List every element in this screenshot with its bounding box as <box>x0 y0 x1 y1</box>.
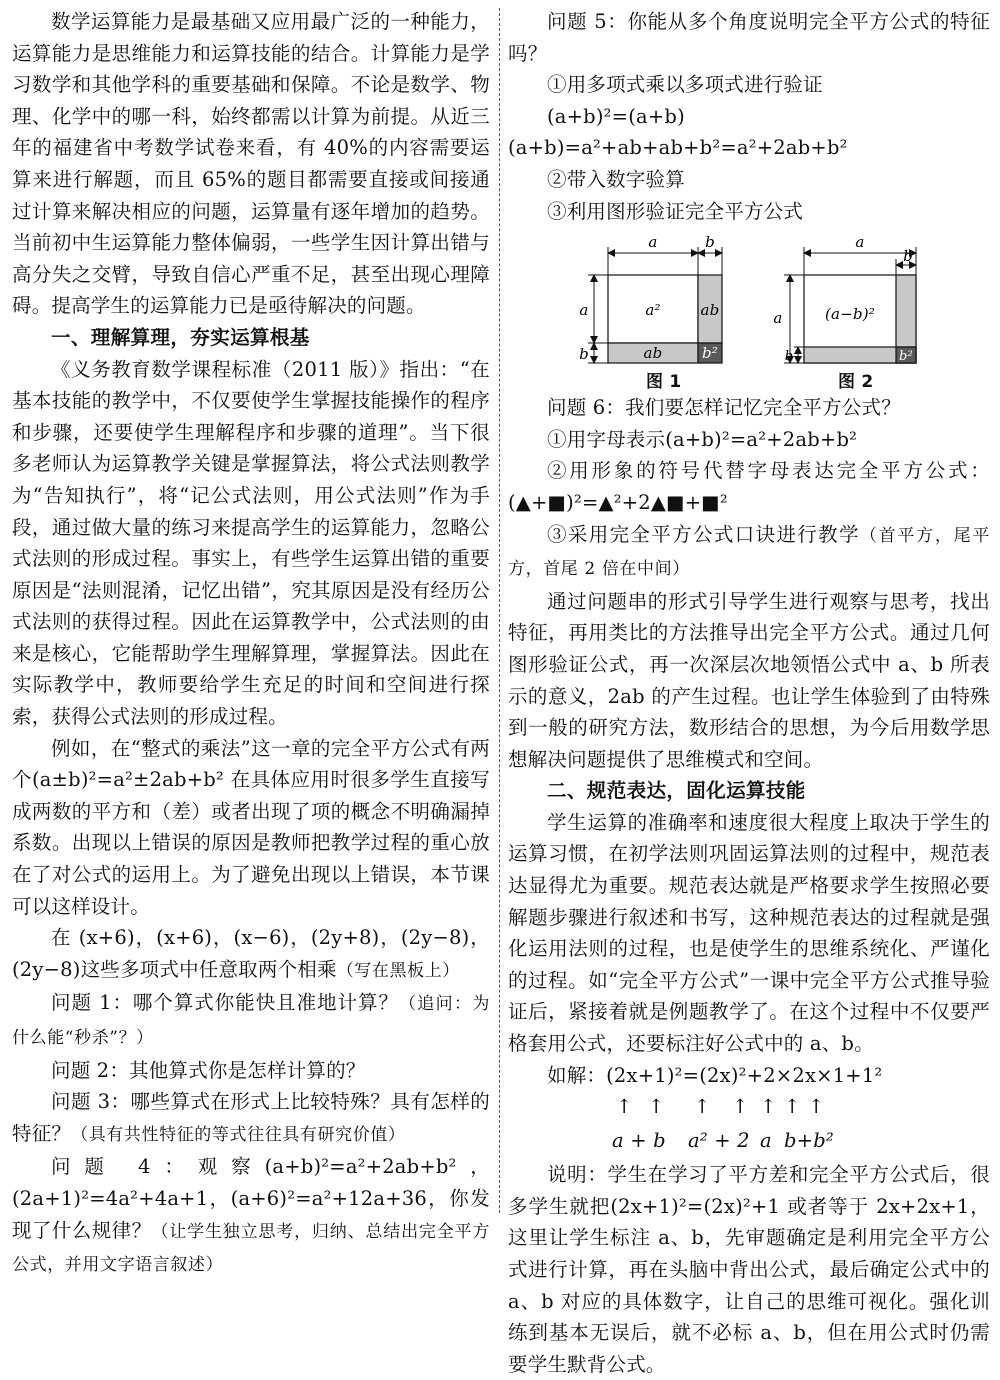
question-5-formula: (a+b)²=(a+b)(a+b)=a²+ab+ab+b²=a²+2ab+b² <box>508 104 848 160</box>
left-column <box>12 6 490 1282</box>
question-1 <box>12 987 490 1054</box>
arrow-4: ↑ <box>732 1095 749 1119</box>
column-divider <box>499 8 500 1213</box>
fig2-label-a-left: a <box>773 309 783 328</box>
label-a: a <box>760 1129 772 1153</box>
question-6: 问题 6：我们要怎样记忆完全平方公式？ <box>547 396 901 420</box>
task-paragraph <box>12 922 490 987</box>
arrow-2: ↑ <box>648 1095 665 1119</box>
question-6-item-1: ①用字母表示(a+b)²=a²+2ab+b² <box>547 427 858 451</box>
label-a2-plus-2: a² + 2 <box>688 1129 750 1153</box>
question-4-note: （让学生独立思考，归纳、总结出完全平方公式，并用文字语言叙述） <box>12 1221 490 1276</box>
task-text: 在 (x+6)，(x+6)，(x−6)，(2y+8)，(2y−8)，(2y−8)这些多项式中任意取两个相乘 <box>12 926 490 981</box>
example-paragraph: 例如，在“整式的乘法”这一章的完全平方公式有两个(a±b)²=a²±2ab+b² 在具体应用时很多学生直接写成两数的平方和（差）或者出现了项的概念不明确漏掉系数。出现以上错误的原因是教师把教学过程的重心放在了对公式的运用上。为了避免出现以上错误，本节课可以这样设计。 <box>12 736 490 918</box>
fig2-label-amb2: (a−b)² <box>824 305 876 324</box>
fig1-label-ab-right: ab <box>700 301 720 320</box>
arrow-5: ↑ <box>760 1095 777 1119</box>
right-column <box>508 6 990 1380</box>
arrow-3: ↑ <box>694 1095 711 1119</box>
question-6-item-3-text: ③采用完全平方公式口诀进行教学 <box>547 522 860 546</box>
question-1-text: 问题 1：哪个算式你能快且准地计算？ <box>51 991 399 1015</box>
summary-paragraph: 通过问题串的形式引导学生进行观察与思考，找出特征，再用类比的方法推导出完全平方公式。通过几何图形验证公式，再一次深层次地领悟公式中 a、b 所表示的意义，2ab 的产生过程。也让学生体验到了由特殊到一般的研究方法，数形结合的思想，为今后用数学思想解决问题提供了思维模式和空间。 <box>508 589 990 771</box>
fig2-label-b2: b² <box>899 349 913 365</box>
worked-example: 如解：(2x+1)²=(2x)²+2×2x×1+1² <box>547 1063 883 1087</box>
fig2-label-b-top: b <box>903 247 913 266</box>
question-5-item-1: ①用多项式乘以多项式进行验证 <box>547 73 823 97</box>
example-arrows <box>508 1091 990 1125</box>
question-3-note: （具有共性特征的等式往往具有研究价值） <box>71 1124 406 1145</box>
example-labels <box>508 1125 990 1159</box>
arrow-6: ↑ <box>784 1095 801 1119</box>
figure-1-diagram <box>579 233 722 363</box>
expression-paragraph: 学生运算的准确率和速度很大程度上取决于学生的运算习惯，在初学法则巩固运算法则的过程中，规范表达显得尤为重要。规范表达就是严格要求学生按照必要解题步骤进行叙述和书写，这种规范表达的过程就是强化运用法则的过程，也是使学生的思维系统化、严谨化的过程。如“完全平方公式”一课中完全平方公式推导验证后，紧接着就是例题教学了。在这个过程中不仅要严格套用公式，还要标注好公式中的 a、b。 <box>508 810 990 1056</box>
question-3 <box>12 1086 490 1151</box>
fig1-label-b-left: b <box>579 345 589 364</box>
label-a-plus-b: a + b <box>612 1129 666 1153</box>
question-5: 问题 5：你能从多个角度说明完全平方公式的特征吗？ <box>508 10 990 65</box>
question-5-item-2: ②带入数字验算 <box>547 167 685 191</box>
square-figures <box>508 231 990 371</box>
fig1-label-a2: a² <box>645 301 661 320</box>
fig2-label-a-top: a <box>855 233 865 252</box>
arrow-7: ↑ <box>808 1095 825 1119</box>
question-2: 问题 2：其他算式你是怎样计算的？ <box>51 1058 366 1082</box>
question-6-item-3-note: （首平方，尾平方，首尾 2 倍在中间） <box>508 525 990 580</box>
fig1-label-a-left: a <box>579 301 589 320</box>
arrow-1: ↑ <box>616 1095 633 1119</box>
question-6-item-3 <box>508 519 990 586</box>
fig2-label-b-left: b <box>784 349 794 365</box>
figure-2-diagram <box>773 233 916 364</box>
question-4 <box>12 1151 490 1281</box>
explanation-paragraph: 说明：学生在学习了平方差和完全平方公式后，很多学生就把(2x+1)²=(2x)²+1 或者等于 2x+2x+1，这里让学生标注 a、b，先审题确定是利用完全平方公式进行计算，再在头脑中背出公式，最后确定公式中的 a、b 对应的具体数字，让自己的思维可视化。强化训练到基本无误后，就不必标 a、b，但在用公式时仍需要学生默背公式。 <box>508 1163 990 1376</box>
question-5-item-3: ③利用图形验证完全平方公式 <box>547 199 804 223</box>
fig1-label-a-top: a <box>648 233 658 252</box>
figure-2-caption: 图 2 <box>838 372 874 393</box>
section-heading-2: 二、规范表达，固化运算技能 <box>547 779 806 803</box>
standard-paragraph: 《义务教育数学课程标准（2011 版）》指出：“在基本技能的教学中，不仅要使学生掌握技能操作的程序和步骤，还要使学生理解程序和步骤的道理”。当下很多老师认为运算教学关键是掌握算法，将公式法则教学为“告知执行”，将“记公式法则，用公式法则”作为手段，通过做大量的练习来提高学生的运算能力，忽略公式法则的形成过程。事实上，有些学生运算出错的重要原因是“法则混淆，记忆出错”，究其原因是没有经历公式法则的获得过程。因此在运算教学中，公式法则的由来是核心，它能帮助学生理解算理，掌握算法。因此在实际教学中，教师要给学生充足的时间和空间进行探索，获得公式法则的形成过程。 <box>12 357 490 729</box>
section-heading-1: 一、理解算理，夯实运算根基 <box>51 325 310 349</box>
task-note: （写在黑板上） <box>336 960 460 981</box>
question-4-text: 问题 4：观察(a+b)²=a²+2ab+b²，(2a+1)²=4a²+4a+1，(a+6)²=a²+12a+36，你发现了什么规律？ <box>12 1155 490 1242</box>
fig1-label-b2: b² <box>701 344 719 363</box>
fig1-label-ab-bottom: ab <box>643 344 663 363</box>
label-b-plus-b2: b+b² <box>784 1129 834 1153</box>
question-6-item-2: ②用形象的符号代替字母表达完全平方公式：(▲+■)²=▲²+2▲■+■² <box>508 459 990 514</box>
fig1-label-b-top: b <box>705 233 715 252</box>
figures <box>508 227 990 392</box>
question-1-note: （追问：为什么能“秒杀”？） <box>12 994 490 1048</box>
intro-paragraph: 数学运算能力是最基础又应用最广泛的一种能力，运算能力是思维能力和运算技能的结合。计算能力是学习数学和其他学科的重要基础和保障。不论是数学、物理、化学中的哪一科，始终都需以计算为前提。从近三年的福建省中考数学试卷来看，有 40%的内容需要运算来进行解题，而且 65%的题目都需要直接或间接通过计算来解决相应的问题，运算量有逐年增加的趋势。当前初中生运算能力整体偏弱，一些学生因计算出错与高分失之交臂，导致自信心严重不足，甚至出现心理障碍。提高学生的运算能力已是亟待解决的问题。 <box>12 10 490 318</box>
figure-1-caption: 图 1 <box>646 372 682 393</box>
question-3-text: 问题 3：哪些算式在形式上比较特殊？具有怎样的特征？ <box>12 1090 490 1145</box>
